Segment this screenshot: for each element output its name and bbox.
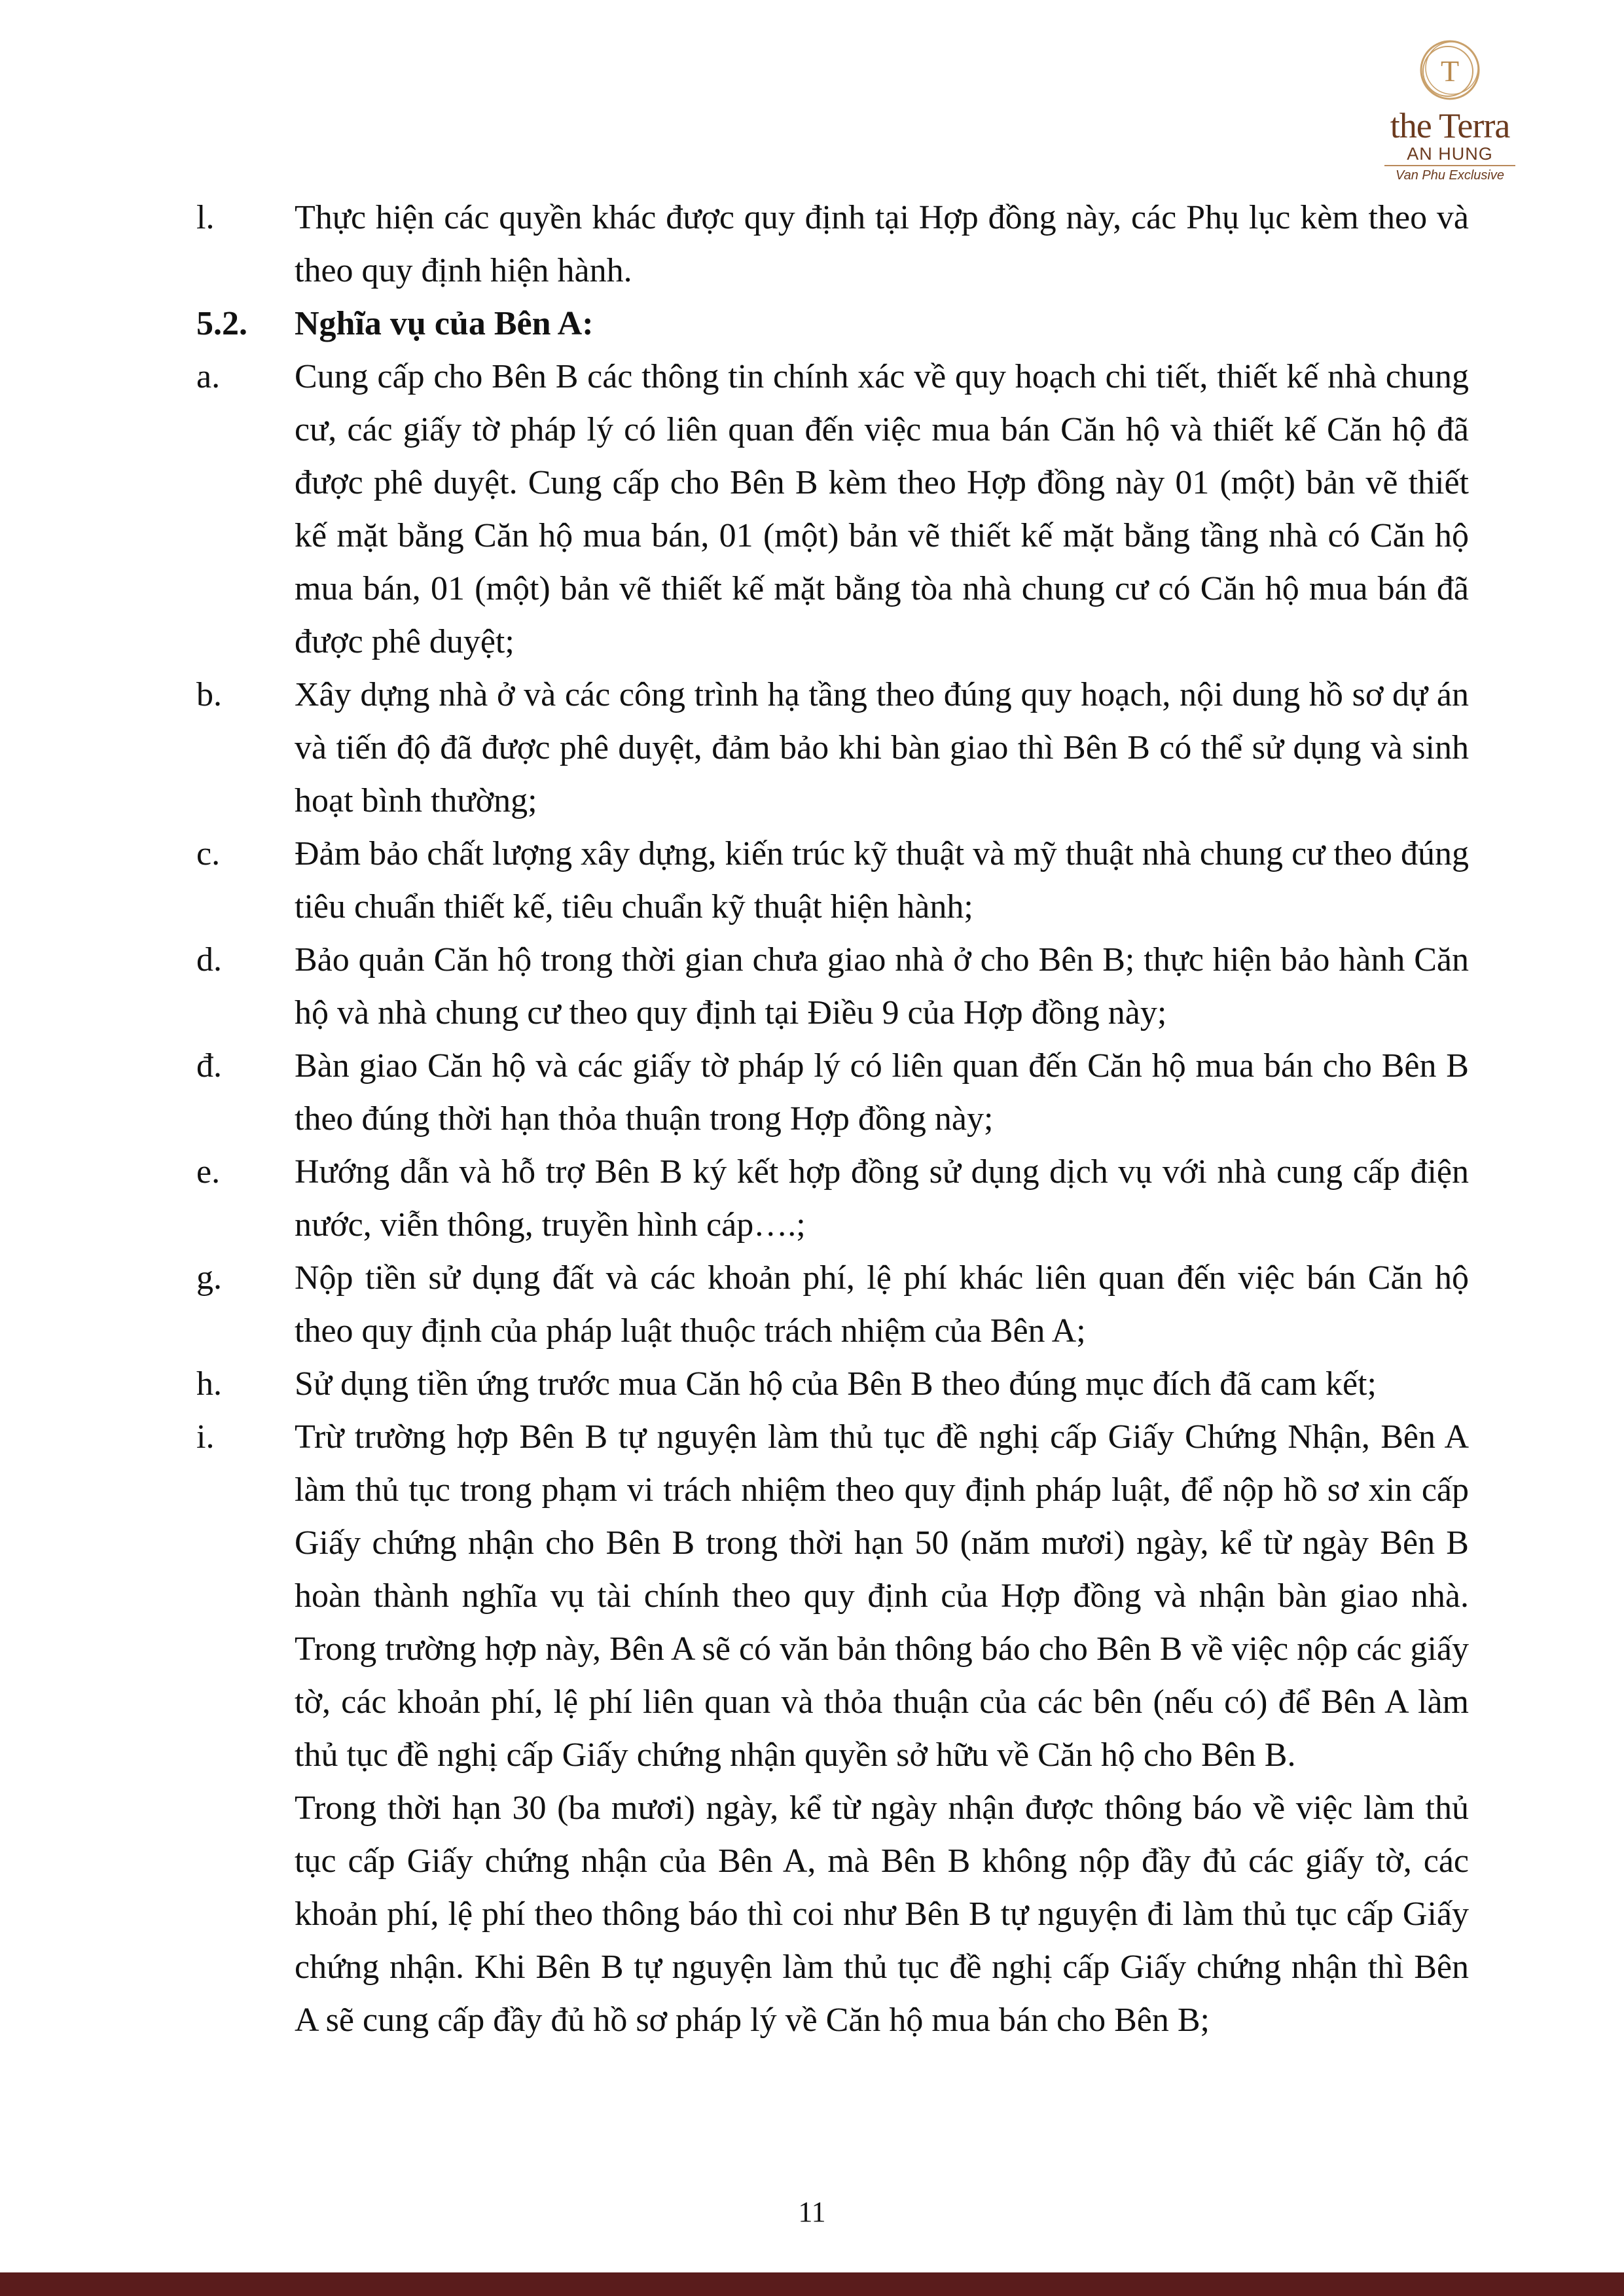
item-text: Thực hiện các quyền khác được quy định tại Hợp đồng này, các Phụ lục kèm theo và theo quy định hiện hành. — [295, 199, 1469, 289]
item-text: Bảo quản Căn hộ trong thời gian chưa giao nhà ở cho Bên B; thực hiện bảo hành Căn hộ và nhà chung cư theo quy định tại Điều 9 của Hợp đồng này; — [295, 941, 1469, 1031]
terra-emblem-icon — [1414, 34, 1486, 106]
section-title: Nghĩa vụ của Bên A: — [295, 305, 594, 342]
page-number: 11 — [798, 2196, 826, 2228]
list-item — [196, 350, 1469, 668]
logo-subtitle: AN HUNG — [1407, 144, 1493, 164]
list-item — [196, 191, 1469, 297]
continuation-paragraph: Trong thời hạn 30 (ba mươi) ngày, kể từ ngày nhận được thông báo về việc làm thủ tục cấp Giấy chứng nhận của Bên A, mà Bên B không nộp đầy đủ các giấy tờ, các khoản phí, lệ phí theo thông báo thì coi như Bên B tự nguyện đi làm thủ tục cấp Giấy chứng nhận. Khi Bên B tự nguyện làm thủ tục đề nghị cấp Giấy chứng nhận thì Bên A sẽ cung cấp đầy đủ hồ sơ pháp lý về Căn hộ mua bán cho Bên B; — [295, 1789, 1469, 2039]
logo-divider — [1384, 165, 1515, 166]
list-item — [196, 668, 1469, 827]
item-marker: g. — [196, 1259, 222, 1297]
item-text: Nộp tiền sử dụng đất và các khoản phí, lệ phí khác liên quan đến việc bán Căn hộ theo quy định của pháp luật thuộc trách nhiệm của Bên A; — [295, 1259, 1469, 1350]
item-text: Sử dụng tiền ứng trước mua Căn hộ của Bên B theo đúng mục đích đã cam kết; — [295, 1365, 1377, 1403]
item-marker: c. — [196, 835, 221, 872]
item-text: Cung cấp cho Bên B các thông tin chính xác về quy hoạch chi tiết, thiết kế nhà chung cư, các giấy tờ pháp lý có liên quan đến việc mua bán Căn hộ và thiết kế Căn hộ đã được phê duyệt. Cung cấp cho Bên B kèm theo Hợp đồng này 01 (một) bản vẽ thiết kế mặt bằng Căn hộ mua bán, 01 (một) bản vẽ thiết kế mặt bằng tầng nhà có Căn hộ mua bán, 01 (một) bản vẽ thiết kế mặt bằng tòa nhà chung cư có Căn hộ mua bán đã được phê duyệt; — [295, 358, 1469, 660]
logo-initial: T — [1440, 54, 1460, 88]
item-text: Hướng dẫn và hỗ trợ Bên B ký kết hợp đồng sử dụng dịch vụ với nhà cung cấp điện nước, viễn thông, truyền hình cáp….; — [295, 1153, 1469, 1244]
list-item — [196, 1145, 1469, 1251]
item-text: Xây dựng nhà ở và các công trình hạ tầng theo đúng quy hoạch, nội dung hồ sơ dự án và tiến độ đã được phê duyệt, đảm bảo khi bàn giao thì Bên B có thể sử dụng và sinh hoạt bình thường; — [295, 676, 1469, 819]
list-item — [196, 933, 1469, 1039]
item-text: Bàn giao Căn hộ và các giấy tờ pháp lý có liên quan đến Căn hộ mua bán cho Bên B theo đúng thời hạn thỏa thuận trong Hợp đồng này; — [295, 1047, 1469, 1138]
logo-tagline: Van Phu Exclusive — [1395, 168, 1504, 183]
section-number: 5.2. — [196, 305, 247, 342]
footer-bar — [0, 2272, 1624, 2296]
list-item — [196, 1410, 1469, 1782]
brand-logo — [1375, 34, 1525, 191]
list-item — [196, 827, 1469, 933]
item-marker: e. — [196, 1153, 221, 1191]
list-item — [196, 1251, 1469, 1357]
item-text: Trừ trường hợp Bên B tự nguyện làm thủ tục đề nghị cấp Giấy Chứng Nhận, Bên A làm thủ tục trong phạm vi trách nhiệm theo quy định pháp luật, để nộp hồ sơ xin cấp Giấy chứng nhận cho Bên B trong thời hạn 50 (năm mươi) ngày, kể từ ngày Bên B hoàn thành nghĩa vụ tài chính theo quy định của Hợp đồng và nhận bàn giao nhà. Trong trường hợp này, Bên A sẽ có văn bản thông báo cho Bên B về việc nộp các giấy tờ, các khoản phí, lệ phí liên quan và thỏa thuận của các bên (nếu có) để Bên A làm thủ tục đề nghị cấp Giấy chứng nhận quyền sở hữu về Căn hộ cho Bên B. — [295, 1418, 1469, 1774]
item-marker: d. — [196, 941, 222, 978]
item-marker: h. — [196, 1365, 222, 1403]
item-marker: i. — [196, 1418, 215, 1456]
logo-name: the Terra — [1390, 106, 1510, 145]
item-text: Đảm bảo chất lượng xây dựng, kiến trúc kỹ thuật và mỹ thuật nhà chung cư theo đúng tiêu chuẩn thiết kế, tiêu chuẩn kỹ thuật hiện hành; — [295, 835, 1469, 925]
section-heading — [196, 297, 1469, 350]
item-marker: đ. — [196, 1047, 222, 1085]
item-marker: a. — [196, 358, 221, 395]
item-marker: l. — [196, 199, 215, 236]
list-item — [196, 1039, 1469, 1145]
list-item — [196, 1357, 1469, 1410]
item-marker: b. — [196, 676, 222, 713]
document-body — [196, 191, 1469, 2047]
